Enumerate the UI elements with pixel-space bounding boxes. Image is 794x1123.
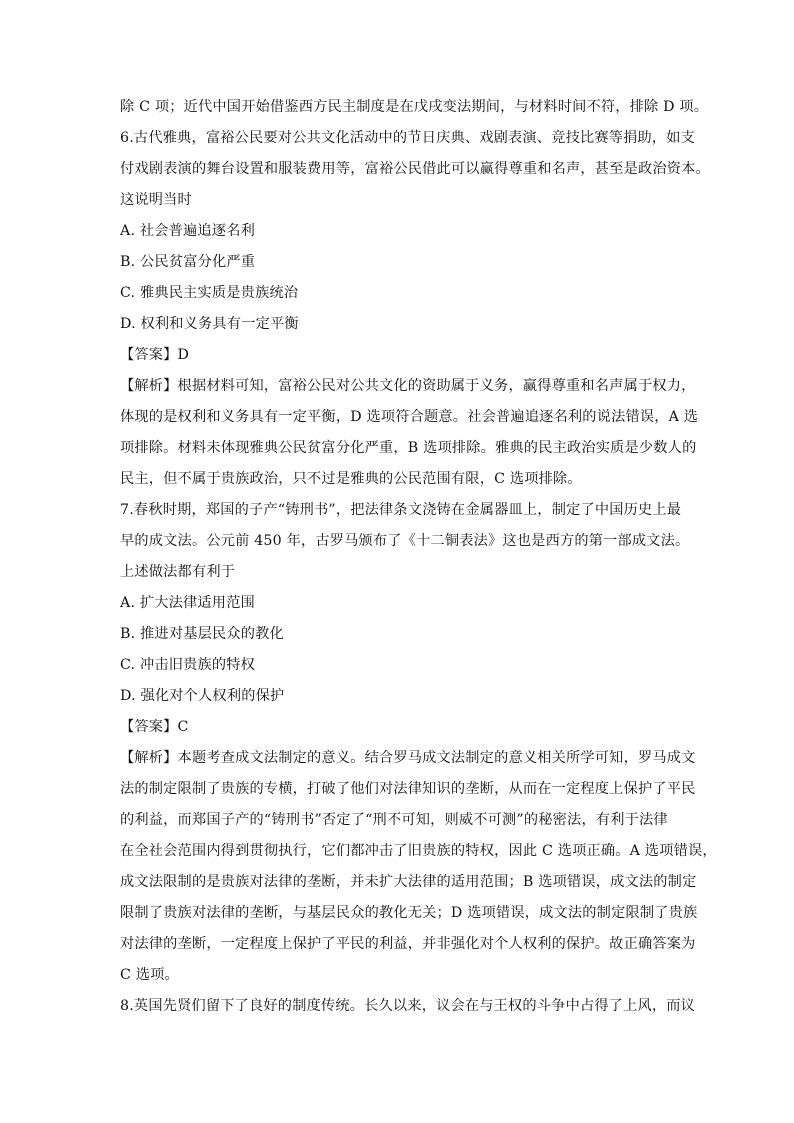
- text-line: 体现的是权利和义务具有一定平衡，D 选项符合题意。社会普遍追逐名利的说法错误，A 选: [120, 409, 699, 425]
- question-7-stem: 7.春秋时期，郑国的子产“铸刑书”，把法律条文浇铸在金属器皿上，制定了中国历史上最: [120, 502, 682, 518]
- option-b: B. 推进对基层民众的教化: [120, 626, 284, 642]
- answer-label: 【答案】D: [120, 347, 190, 363]
- text-line: 这说明当时: [120, 192, 192, 208]
- text-line: 在全社会范围内得到贯彻执行，它们都冲击了旧贵族的特权，因此 C 选项正确。A 选项错误，: [120, 843, 717, 859]
- option-c: C. 雅典民主实质是贵族统治: [120, 285, 299, 301]
- text-line: 早的成文法。公元前 450 年，古罗马颁布了《十二铜表法》这也是西方的第一部成文法。: [120, 533, 690, 549]
- option-a: A. 社会普遍追逐名利: [120, 223, 255, 239]
- option-d: D. 强化对个人权利的保护: [120, 688, 285, 704]
- answer-label: 【答案】C: [120, 719, 189, 735]
- text-line: 对法律的垄断，一定程度上保护了平民的利益，并非强化对个人权利的保护。故正确答案为: [120, 936, 696, 952]
- text-line: 上述做法都有利于: [120, 564, 236, 580]
- option-b: B. 公民贫富分化严重: [120, 254, 256, 270]
- text-line: 项排除。材料未体现雅典公民贫富分化严重，B 选项排除。雅典的民主政治实质是少数人的: [120, 440, 697, 456]
- question-8-stem: 8.英国先贤们留下了良好的制度传统。长久以来，议会在与王权的斗争中占得了上风，而议: [120, 998, 696, 1014]
- text-line: 民主，但不属于贵族政治，只不过是雅典的公民范围有限，C 选项排除。: [120, 471, 582, 487]
- question-6-stem: 6.古代雅典，富裕公民要对公共文化活动中的节日庆典、戏剧表演、竞技比赛等捐助，如支: [120, 130, 696, 146]
- analysis-text: 【解析】根据材料可知，富裕公民对公共文化的资助属于义务，赢得尊重和名声属于权力，: [120, 378, 696, 394]
- text-line: 法的制定限制了贵族的专横，打破了他们对法律知识的垄断，从而在一定程度上保护了平民: [120, 781, 696, 797]
- option-a: A. 扩大法律适用范围: [120, 595, 255, 611]
- text-line: 除 C 项；近代中国开始借鉴西方民主制度是在戊戌变法期间，与材料时间不符，排除 D 项。: [120, 99, 709, 115]
- text-line: 成文法限制的是贵族对法律的垄断，并未扩大法律的适用范围；B 选项错误，成文法的制定: [120, 874, 697, 890]
- text-line: C 选项。: [120, 967, 179, 983]
- analysis-text: 【解析】本题考查成文法制定的意义。结合罗马成文法制定的意义相关所学可知，罗马成文: [120, 750, 696, 766]
- text-line: 限制了贵族对法律的垄断，与基层民众的教化无关；D 选项错误，成文法的制定限制了贵族: [120, 905, 698, 921]
- text-line: 付戏剧表演的舞台设置和服装费用等，富裕公民借此可以赢得尊重和名声，甚至是政治资本。: [120, 161, 710, 177]
- text-line: 的利益，而郑国子产的“铸刑书”否定了“刑不可知，则威不可测”的秘密法，有利于法律: [120, 812, 668, 828]
- option-d: D. 权利和义务具有一定平衡: [120, 316, 299, 332]
- option-c: C. 冲击旧贵族的特权: [120, 657, 256, 673]
